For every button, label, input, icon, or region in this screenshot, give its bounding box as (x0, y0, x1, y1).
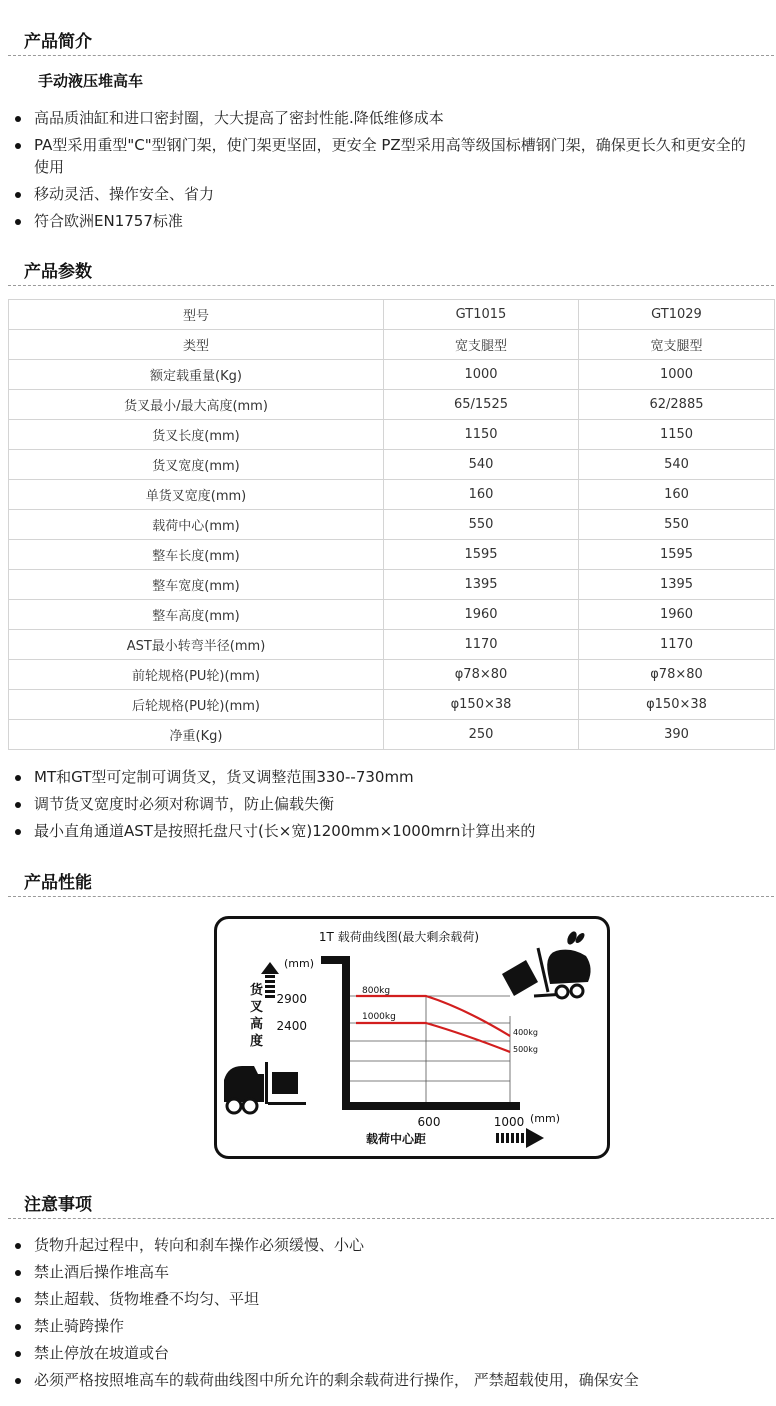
table-label-cell: 载荷中心(mm) (9, 510, 384, 540)
table-label-cell: 整车高度(mm) (9, 600, 384, 630)
y-tick-2400: 2400 (276, 1019, 307, 1033)
section-title: 注意事项 (24, 1195, 92, 1215)
bullet-icon (15, 1324, 21, 1330)
table-label-cell: 整车长度(mm) (9, 540, 384, 570)
list-item: 调节货叉宽度时必须对称调节，防止偏载失衡 (0, 793, 776, 815)
table-value-cell: 550 (384, 510, 579, 540)
table-value-cell: φ150×38 (384, 690, 579, 720)
bullet-icon (15, 192, 21, 198)
table-value-cell: GT1029 (579, 300, 775, 330)
y-axis-label-2: 叉 (250, 1000, 264, 1015)
list-item: 移动灵活、操作安全、省力 (0, 183, 776, 205)
table-row (9, 420, 775, 450)
params-table (8, 299, 775, 750)
table-value-cell: 1595 (384, 540, 579, 570)
list-item: 最小直角通道AST是按照托盘尺寸(长×宽)1200mm×1000mrn计算出来的 (0, 820, 776, 842)
load-curve-svg (214, 916, 610, 1159)
bullet-icon (15, 1351, 21, 1357)
list-item: 禁止停放在坡道或台 (0, 1342, 776, 1364)
table-value-cell: 1395 (384, 570, 579, 600)
section-title: 产品简介 (24, 32, 92, 52)
x-axis-label: 载荷中心距 (365, 1132, 427, 1146)
bullet-icon (15, 775, 21, 781)
table-label-cell: 货叉最小/最大高度(mm) (9, 390, 384, 420)
table-label-cell: AST最小转弯半径(mm) (9, 630, 384, 660)
x-tick-600: 600 (417, 1115, 441, 1129)
x-tick-1000: 1000 (493, 1115, 525, 1129)
chart-title: 1T 载荷曲线图(最大剩余载荷) (318, 930, 480, 944)
table-value-cell: 1170 (384, 630, 579, 660)
table-value-cell: 550 (579, 510, 775, 540)
table-label-cell: 后轮规格(PU轮)(mm) (9, 690, 384, 720)
y-axis-label-3: 高 (250, 1017, 264, 1032)
table-value-cell: 62/2885 (579, 390, 775, 420)
table-value-cell: 1395 (579, 570, 775, 600)
table-value-cell: 1000 (579, 360, 775, 390)
section-title: 产品参数 (24, 262, 92, 282)
table-value-cell: 宽支腿型 (384, 330, 579, 360)
list-item: 货物升起过程中，转向和刹车操作必须缓慢、小心 (0, 1234, 776, 1256)
bullet-icon (15, 1378, 21, 1384)
y-unit-label: (mm) (284, 957, 315, 970)
table-label-cell: 整车宽度(mm) (9, 570, 384, 600)
table-value-cell: 1150 (579, 420, 775, 450)
table-row (9, 720, 775, 750)
table-value-cell: φ78×80 (579, 660, 775, 690)
section-divider (8, 896, 774, 897)
list-item: 禁止酒后操作堆高车 (0, 1261, 776, 1283)
table-value-cell: 1595 (579, 540, 775, 570)
section-divider (8, 285, 774, 286)
list-item: 必须严格按照堆高车的载荷曲线图中所允许的剩余载荷进行操作， 严禁超载使用，确保安全 (0, 1369, 776, 1391)
bullet-icon (15, 1243, 21, 1249)
table-row (9, 450, 775, 480)
table-value-cell: 宽支腿型 (579, 330, 775, 360)
table-row (9, 480, 775, 510)
table-row (9, 660, 775, 690)
table-value-cell: 1150 (384, 420, 579, 450)
y-axis-label-4: 度 (250, 1034, 264, 1049)
curve-top-end-label: 400kg (513, 1028, 538, 1037)
table-label-cell: 货叉长度(mm) (9, 420, 384, 450)
table-label-cell: 类型 (9, 330, 384, 360)
list-item: 高品质油缸和进口密封圈，大大提高了密封性能.降低维修成本 (0, 107, 776, 129)
table-row (9, 330, 775, 360)
curve-top-start-label: 800kg (362, 986, 391, 996)
table-value-cell: 1000 (384, 360, 579, 390)
table-value-cell: GT1015 (384, 300, 579, 330)
intro-bullet-list (0, 107, 776, 232)
table-row (9, 360, 775, 390)
curve-bottom-end-label: 500kg (513, 1045, 538, 1054)
table-label-cell: 净重(Kg) (9, 720, 384, 750)
y-tick-2900: 2900 (276, 992, 307, 1006)
list-item: 符合欧洲EN1757标准 (0, 210, 776, 232)
table-label-cell: 型号 (9, 300, 384, 330)
bullet-icon (15, 802, 21, 808)
list-item: 禁止超载、货物堆叠不均匀、平坦 (0, 1288, 776, 1310)
table-row (9, 690, 775, 720)
notice-bullet-list (0, 1234, 776, 1391)
table-value-cell: 390 (579, 720, 775, 750)
table-row (9, 510, 775, 540)
table-label-cell: 前轮规格(PU轮)(mm) (9, 660, 384, 690)
table-value-cell: φ150×38 (579, 690, 775, 720)
table-row (9, 600, 775, 630)
bullet-icon (15, 219, 21, 225)
table-value-cell: 250 (384, 720, 579, 750)
bullet-icon (15, 829, 21, 835)
section-divider (8, 55, 774, 56)
x-unit-label: (mm) (530, 1112, 561, 1125)
table-row (9, 300, 775, 330)
table-row (9, 570, 775, 600)
list-item: MT和GT型可定制可调货叉，货叉调整范围330--730mm (0, 766, 776, 788)
table-value-cell: 540 (384, 450, 579, 480)
table-row (9, 540, 775, 570)
table-value-cell: 65/1525 (384, 390, 579, 420)
table-value-cell: 540 (579, 450, 775, 480)
table-label-cell: 单货叉宽度(mm) (9, 480, 384, 510)
table-row (9, 630, 775, 660)
table-value-cell: 1960 (579, 600, 775, 630)
product-name: 手动液压堆高车 (38, 72, 144, 90)
y-axis-label-1: 货 (250, 983, 264, 998)
bullet-icon (15, 116, 21, 122)
table-row (9, 390, 775, 420)
bullet-icon (15, 143, 21, 149)
section-title: 产品性能 (24, 873, 92, 893)
bullet-icon (15, 1270, 21, 1276)
table-label-cell: 货叉宽度(mm) (9, 450, 384, 480)
table-value-cell: φ78×80 (384, 660, 579, 690)
curve-bottom-start-label: 1000kg (362, 1012, 396, 1022)
table-value-cell: 160 (579, 480, 775, 510)
table-value-cell: 160 (384, 480, 579, 510)
list-item: PA型采用重型"C"型钢门架，使门架更坚固，更安全 PZ型采用高等级国标槽钢门架，确保更长久和更安全的使用 (0, 134, 776, 178)
table-label-cell: 额定载重量(Kg) (9, 360, 384, 390)
params-notes-list (0, 766, 776, 842)
table-value-cell: 1960 (384, 600, 579, 630)
section-divider (8, 1218, 774, 1219)
list-item: 禁止骑跨操作 (0, 1315, 776, 1337)
load-curve-chart (214, 916, 610, 1159)
bullet-icon (15, 1297, 21, 1303)
table-value-cell: 1170 (579, 630, 775, 660)
